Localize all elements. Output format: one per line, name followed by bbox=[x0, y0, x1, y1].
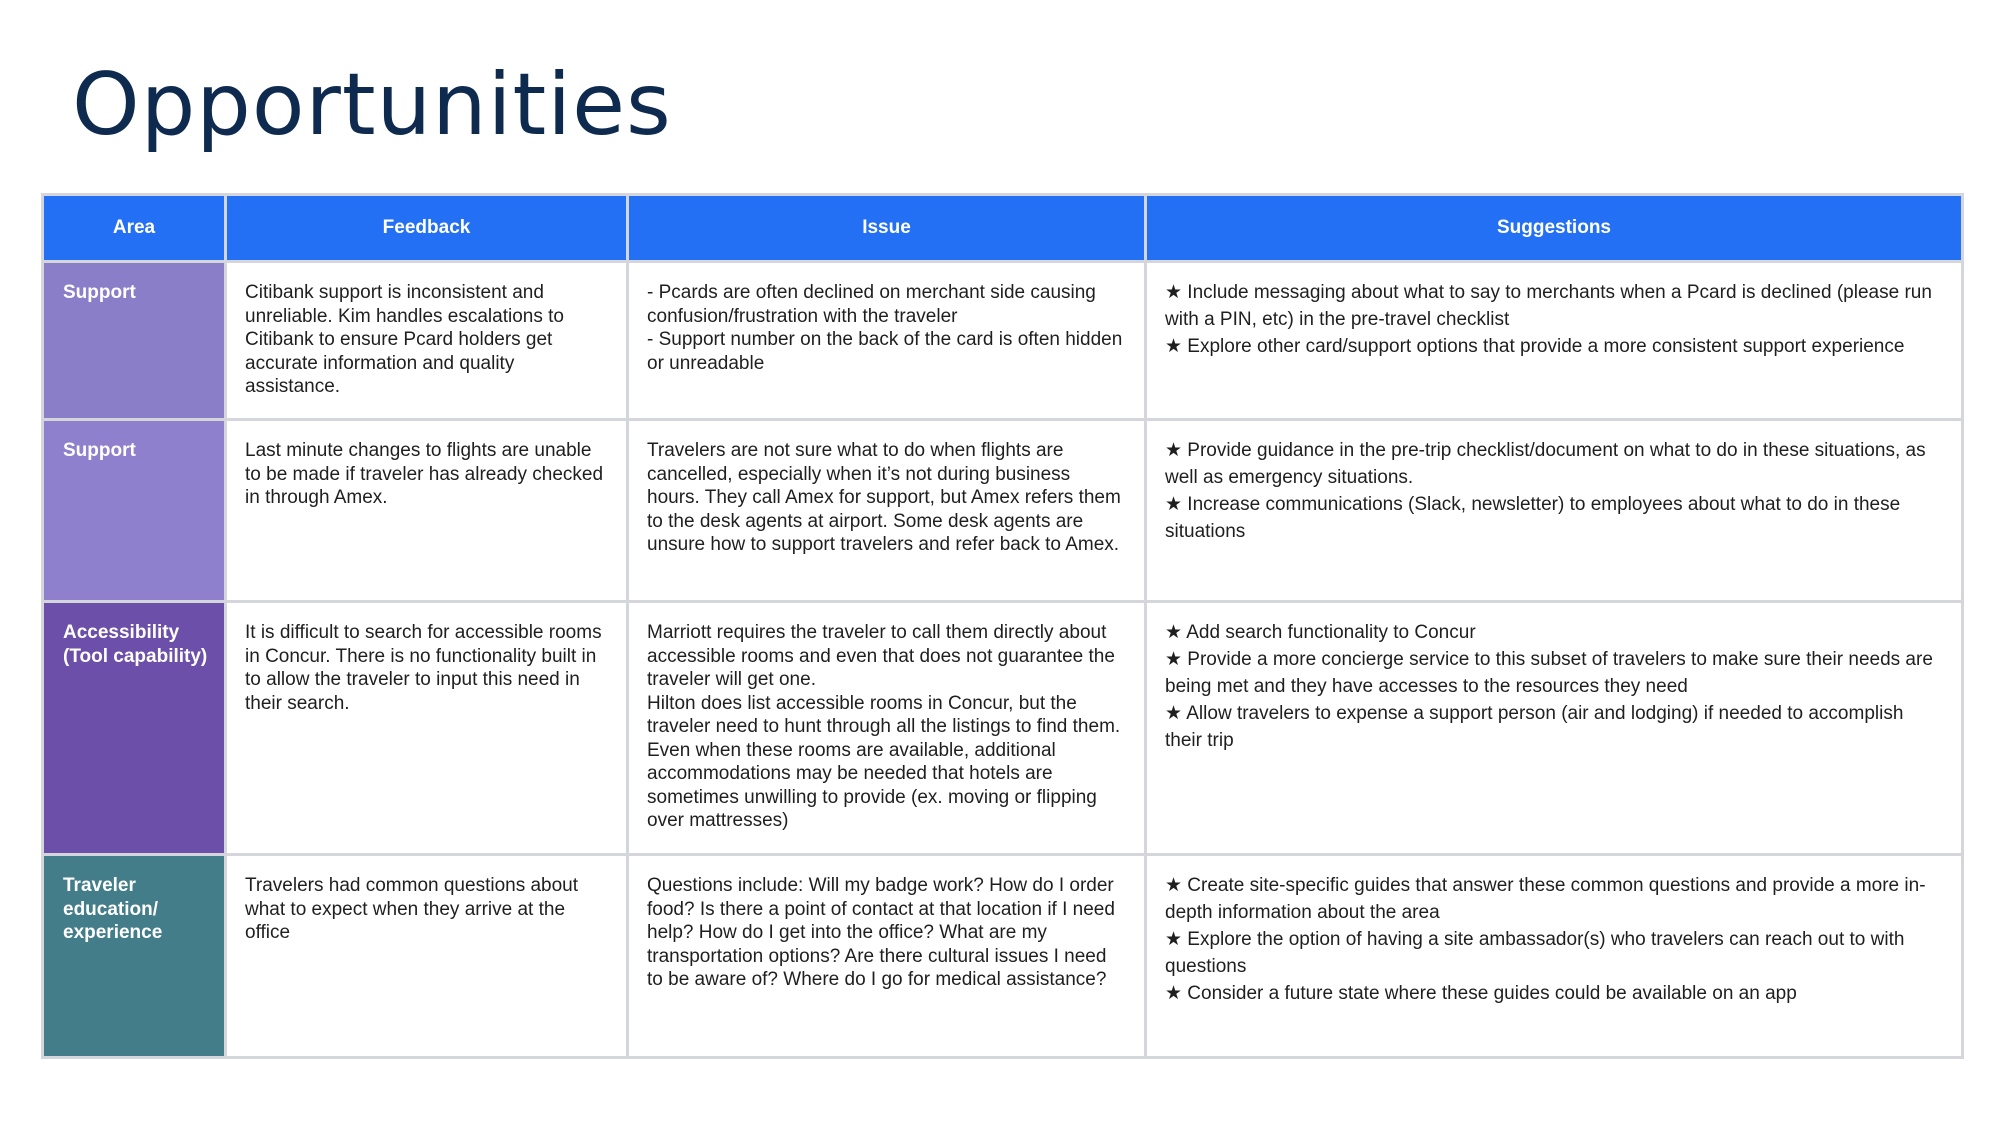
issue-cell bbox=[628, 855, 1146, 1058]
suggestion-item: ★ Explore the option of having a site ambassador(s) who travelers can reach out to with questions bbox=[1165, 929, 1905, 977]
table-row bbox=[43, 602, 1963, 855]
issue-line: Hilton does list accessible rooms in Concur, but the traveler need to hunt through all the listings to find them. Even when these rooms are available, additional accommodations may be needed that hotels are sometimes unwilling to provide (ex. moving or flipping over mattresses) bbox=[647, 692, 1121, 831]
feedback-cell: Travelers had common questions about what to expect when they arrive at the office bbox=[226, 855, 628, 1058]
table-header-row bbox=[43, 195, 1963, 262]
issue-line: - Pcards are often declined on merchant side causing confusion/frustration with the traveler bbox=[647, 282, 1096, 327]
table-row bbox=[43, 855, 1963, 1058]
suggestions-cell bbox=[1146, 420, 1963, 602]
feedback-cell: It is difficult to search for accessible rooms in Concur. There is no functionality built in to allow the traveler to input this need in their search. bbox=[226, 602, 628, 855]
suggestion-item: ★ Create site-specific guides that answer these common questions and provide a more in-depth information about the area bbox=[1165, 875, 1926, 923]
header-issue: Issue bbox=[628, 195, 1146, 262]
header-feedback: Feedback bbox=[226, 195, 628, 262]
suggestion-item: ★ Allow travelers to expense a support person (air and lodging) if needed to accomplish their trip bbox=[1165, 703, 1904, 751]
area-cell: Traveler education/ experience bbox=[43, 855, 226, 1058]
suggestions-cell bbox=[1146, 602, 1963, 855]
suggestions-cell bbox=[1146, 855, 1963, 1058]
feedback-cell: Last minute changes to flights are unable to be made if traveler has already checked in through Amex. bbox=[226, 420, 628, 602]
table-row bbox=[43, 262, 1963, 420]
area-cell: Support bbox=[43, 262, 226, 420]
area-cell: Accessibility (Tool capability) bbox=[43, 602, 226, 855]
issue-line: - Support number on the back of the card is often hidden or unreadable bbox=[647, 329, 1123, 374]
page-title: Opportunities bbox=[72, 55, 672, 155]
suggestion-item: ★ Provide a more concierge service to this subset of travelers to make sure their needs are being met and they have accesses to the resources they need bbox=[1165, 649, 1933, 697]
feedback-cell: Citibank support is inconsistent and unreliable. Kim handles escalations to Citibank to ensure Pcard holders get accurate information and quality assistance. bbox=[226, 262, 628, 420]
issue-cell bbox=[628, 602, 1146, 855]
suggestion-item: ★ Increase communications (Slack, newsletter) to employees about what to do in these situations bbox=[1165, 494, 1901, 542]
issue-line: Marriott requires the traveler to call them directly about accessible rooms and even that does not guarantee the traveler will get one. bbox=[647, 622, 1115, 690]
header-suggestions: Suggestions bbox=[1146, 195, 1963, 262]
area-cell: Support bbox=[43, 420, 226, 602]
header-area: Area bbox=[43, 195, 226, 262]
issue-line: Questions include: Will my badge work? How do I order food? Is there a point of contact at that location if I need help? How do I get into the office? What are my transportation options? Are there cultural issues I need to be aware of? Where do I go for medical assistance? bbox=[647, 875, 1115, 990]
suggestion-item: ★ Include messaging about what to say to merchants when a Pcard is declined (please run with a PIN, etc) in the pre-travel checklist bbox=[1165, 282, 1932, 330]
issue-line: Travelers are not sure what to do when flights are cancelled, especially when it’s not during business hours. They call Amex for support, but Amex refers them to the desk agents at airport. Some desk agents are unsure how to support travelers and refer back to Amex. bbox=[647, 440, 1121, 555]
suggestions-cell bbox=[1146, 262, 1963, 420]
opportunities-table bbox=[41, 193, 1964, 1059]
suggestion-item: ★ Consider a future state where these guides could be available on an app bbox=[1165, 983, 1797, 1004]
suggestion-item: ★ Add search functionality to Concur bbox=[1165, 622, 1476, 643]
issue-cell bbox=[628, 262, 1146, 420]
suggestion-item: ★ Explore other card/support options that provide a more consistent support experience bbox=[1165, 336, 1905, 357]
suggestion-item: ★ Provide guidance in the pre-trip checklist/document on what to do in these situations, as well as emergency situations. bbox=[1165, 440, 1926, 488]
issue-cell bbox=[628, 420, 1146, 602]
table-row bbox=[43, 420, 1963, 602]
